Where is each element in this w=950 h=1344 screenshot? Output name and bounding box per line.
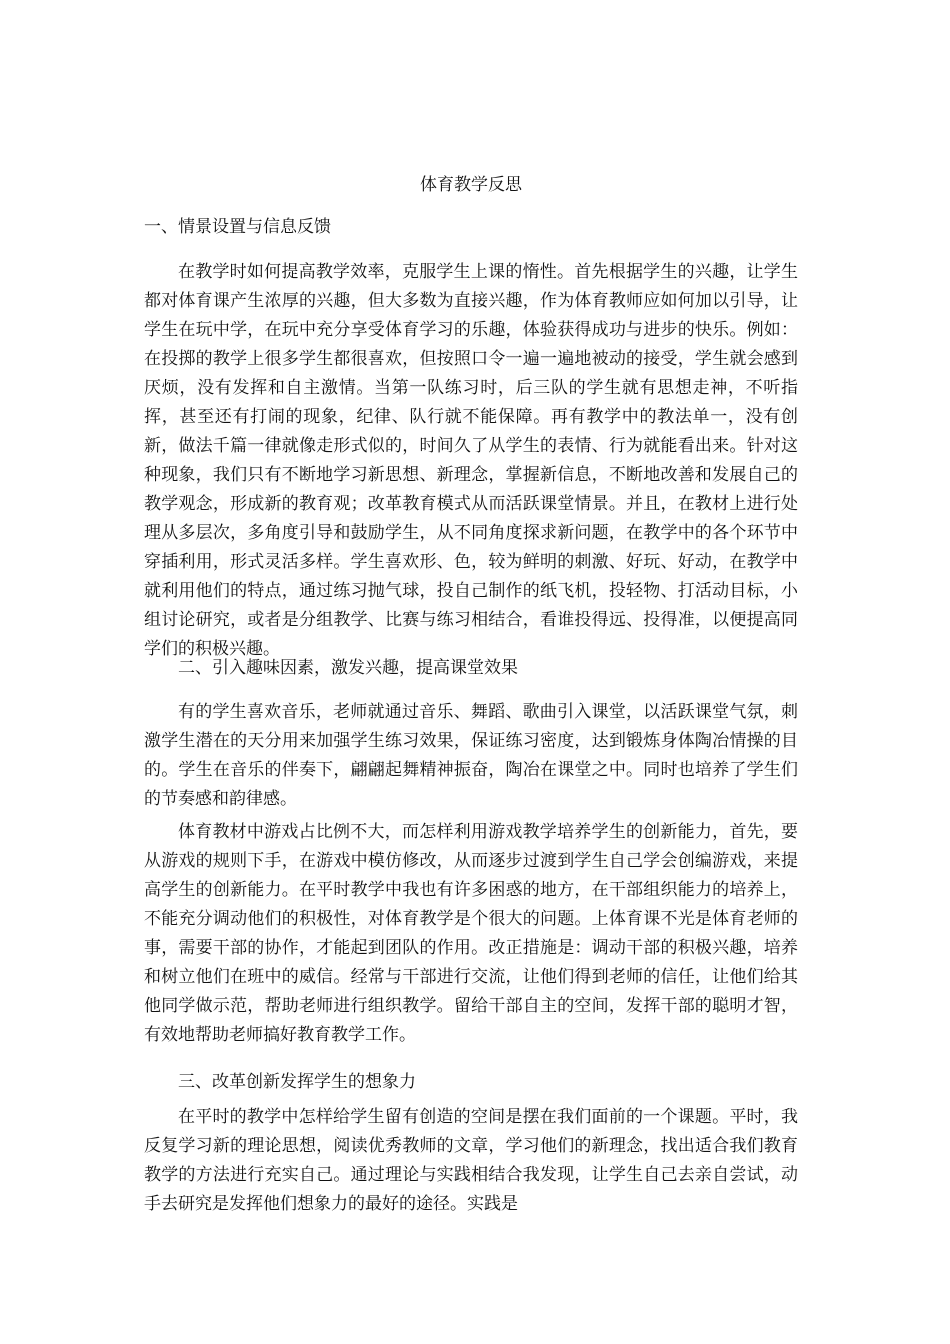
section-heading-1: 一、情景设置与信息反馈 (144, 217, 331, 237)
section-1-paragraph-1: 在教学时如何提高教学效率，克服学生上课的惰性。首先根据学生的兴趣，让学生都对体育课产生浓厚的兴趣，但大多数为直接兴趣，作为体育教师应如何加以引导，让学生在玩中学，在玩中充分享受体育学习的乐趣，体验获得成功与进步的快乐。例如：在投掷的教学上很多学生都很喜欢，但按照口令一遍一遍地被动的接受，学生就会感到厌烦，没有发挥和自主激情。当第一队练习时，后三队的学生就有思想走神，不听指挥，甚至还有打闹的现象，纪律、队行就不能保障。再有教学中的教法单一，没有创新，做法千篇一律就像走形式似的，时间久了从学生的表情、行为就能看出来。针对这种现象，我们只有不断地学习新思想、新理念，掌握新信息，不断地改善和发展自己的教学观念，形成新的教育观；改革教育模式从而活跃课堂情景。并且，在教材上进行处理从多层次，多角度引导和鼓励学生，从不同角度探求新问题，在教学中的各个环节中穿插利用，形式灵活多样。学生喜欢形、色，较为鲜明的刺激、好玩、好动，在教学中就利用他们的特点，通过练习抛气球，投自己制作的纸飞机，投轻物、打活动目标，小组讨论研究，或者是分组教学、比赛与练习相结合，看谁投得远、投得准，以便提高同学们的积极兴趣。 (144, 262, 798, 659)
document-title: 体育教学反思 (420, 175, 522, 195)
section-heading-3: 三、改革创新发挥学生的想象力 (178, 1072, 416, 1092)
section-heading-2: 二、引入趣味因素，激发兴趣，提高课堂效果 (178, 658, 518, 678)
section-2-paragraph-2: 体育教材中游戏占比例不大，而怎样利用游戏教学培养学生的创新能力，首先，要从游戏的规则下手，在游戏中模仿修改，从而逐步过渡到学生自己学会创编游戏，来提高学生的创新能力。在平时教学中我也有许多困惑的地方，在干部组织能力的培养上，不能充分调动他们的积极性，对体育教学是个很大的问题。上体育课不光是体育老师的事，需要干部的协作，才能起到团队的作用。改正措施是：调动干部的积极兴趣，培养和树立他们在班中的威信。经常与干部进行交流，让他们得到老师的信任，让他们给其他同学做示范，帮助老师进行组织教学。留给干部自主的空间，发挥干部的聪明才智，有效地帮助老师搞好教育教学工作。 (144, 822, 798, 1045)
section-3-paragraph-1: 在平时的教学中怎样给学生留有创造的空间是摆在我们面前的一个课题。平时，我反复学习新的理论思想，阅读优秀教师的文章，学习他们的新理念，找出适合我们教育教学的方法进行充实自己。通过理论与实践相结合我发现，让学生自己去亲自尝试，动手去研究是发挥他们想象力的最好的途径。实践是 (144, 1107, 798, 1214)
section-2-paragraph-1: 有的学生喜欢音乐，老师就通过音乐、舞蹈、歌曲引入课堂，以活跃课堂气氛，刺激学生潜在的天分用来加强学生练习效果，保证练习密度，达到锻炼身体陶冶情操的目的。学生在音乐的伴奏下，翩翩起舞精神振奋，陶冶在课堂之中。同时也培养了学生们的节奏感和韵律感。 (144, 702, 798, 809)
